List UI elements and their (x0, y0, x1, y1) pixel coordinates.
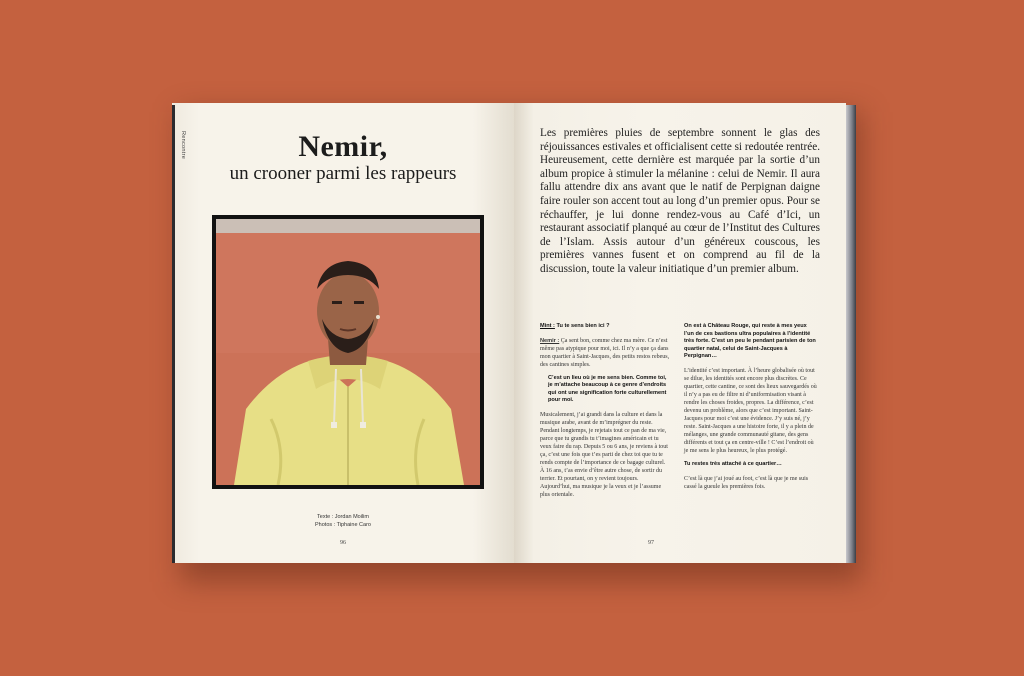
portrait-illustration (216, 219, 480, 485)
section-label: Rencontre (180, 131, 186, 160)
article-title: Nemir, (298, 130, 388, 163)
answer-4: C’est là que j’ai joué au foot, c’est là que je me suis cassé la gueule les premières fois. (684, 475, 809, 490)
pull-quote: C’est un lieu où je me sens bien. Comme toi, je m’attache beaucoup à ce genre d’endroits qui ont une signification forte culturellement pour moi. (548, 374, 667, 404)
answer-2: Musicalement, j’ai grandi dans la culture et dans la musique arabe, avant de m’imprégner du reste. Pendant longtemps, je rejetais tout ce pan de ma vie, parce que tu grandis tu t’imagines américain et tu veux faire du rap. Depuis 5 ou 6 ans, je reviens à tout ça, c’est une fois que t’es parti de chez toi que tu te rends compte de l’importance de ce bagage culturel. À 16 ans, t’as envie d’être autre chose, de sortir du terrier. Et pourtant, on y revient toujours. Aujourd’hui, ma musique je la veux et je l’assume plus orientale. (540, 411, 668, 498)
question-2: On est à Château Rouge, qui reste à mes yeux l’un de ces bastions ultra populaires à l’identité très forte. C’est un peu le pendant parisien de ton quartier natal, celui de Saint-Jacques à Perpignan… (684, 323, 816, 360)
question-1 (540, 323, 670, 331)
speaker-mint: Mint : (540, 323, 555, 329)
answer-1-text: Ça sent bon, comme chez ma mère. Ce n’est même pas atypique pour moi, ici. Il n’y a que ça dans mon quartier à Saint-Jacques, des petits restos rebeus, des cantines simples. (540, 337, 670, 368)
question-1-text: Tu te sens bien ici ? (556, 323, 610, 329)
credit-text: Texte : Jordan Moilim (317, 514, 369, 520)
interview-column-1 (540, 323, 670, 505)
portrait-photo (212, 215, 484, 489)
left-page (172, 103, 514, 563)
article-subtitle: un crooner parmi les rappeurs (229, 163, 457, 184)
article-title-block (172, 131, 514, 185)
page-stack-edge (846, 105, 856, 563)
interview-column-2 (684, 323, 818, 497)
credit-photos: Photos : Tiphaine Caro (315, 522, 371, 528)
page-number-right: 97 (648, 540, 654, 546)
page-number-left: 96 (340, 540, 346, 546)
speaker-nemir: Nemir : (540, 337, 560, 344)
magazine-spread (172, 103, 856, 565)
intro-paragraph: Les premières pluies de septembre sonnent le glas des réjouissances estivales et officialisent cette si redoutée rentrée. Heureusement, cette dernière est marquée par la sortie d’un album propice à stimuler la mélanine : celui de Nemir. Il aura fallu attendre dix ans avant que le natif de Perpignan daigne faire rouler son accent tout au long d’un premier opus. Pour se réchauffer, je lui donne rendez-vous au Café d’Ici, un restaurant associatif planqué au cœur de l’Institut des Cultures de l’Islam. Assis autour d’un généreux couscous, les premières vannes fusent et on comprend au fil de la discussion, toute la valeur initiatique d’un premier album. (540, 127, 820, 275)
right-page (514, 103, 846, 563)
article-credits (172, 513, 514, 529)
question-3: Tu restes très attaché à ce quartier… (684, 460, 782, 467)
answer-1 (540, 337, 670, 369)
answer-3: L’identité c’est important. À l’heure globalisée où tout se dilue, les identités sont encore plus discrètes. Ce quartier, cette cantine, ce sont des lieux sauvegardés où il n’y a pas eu de filtre ni d’uniformisation visant à rendre les choses froides, propres. La différence, c’est devenu un problème, alors que c’est important. Saint-Jacques pour moi c’est une évidence. J’y suis né, j’y reste. Saint-Jacques a une histoire forte, il y a plein de mélanges, une grande communauté gitane, des gens différents et tout ça en centre-ville ! C’est l’endroit où je me sens le plus heureux, le plus protégé. (684, 367, 817, 454)
photo-background (216, 219, 480, 485)
